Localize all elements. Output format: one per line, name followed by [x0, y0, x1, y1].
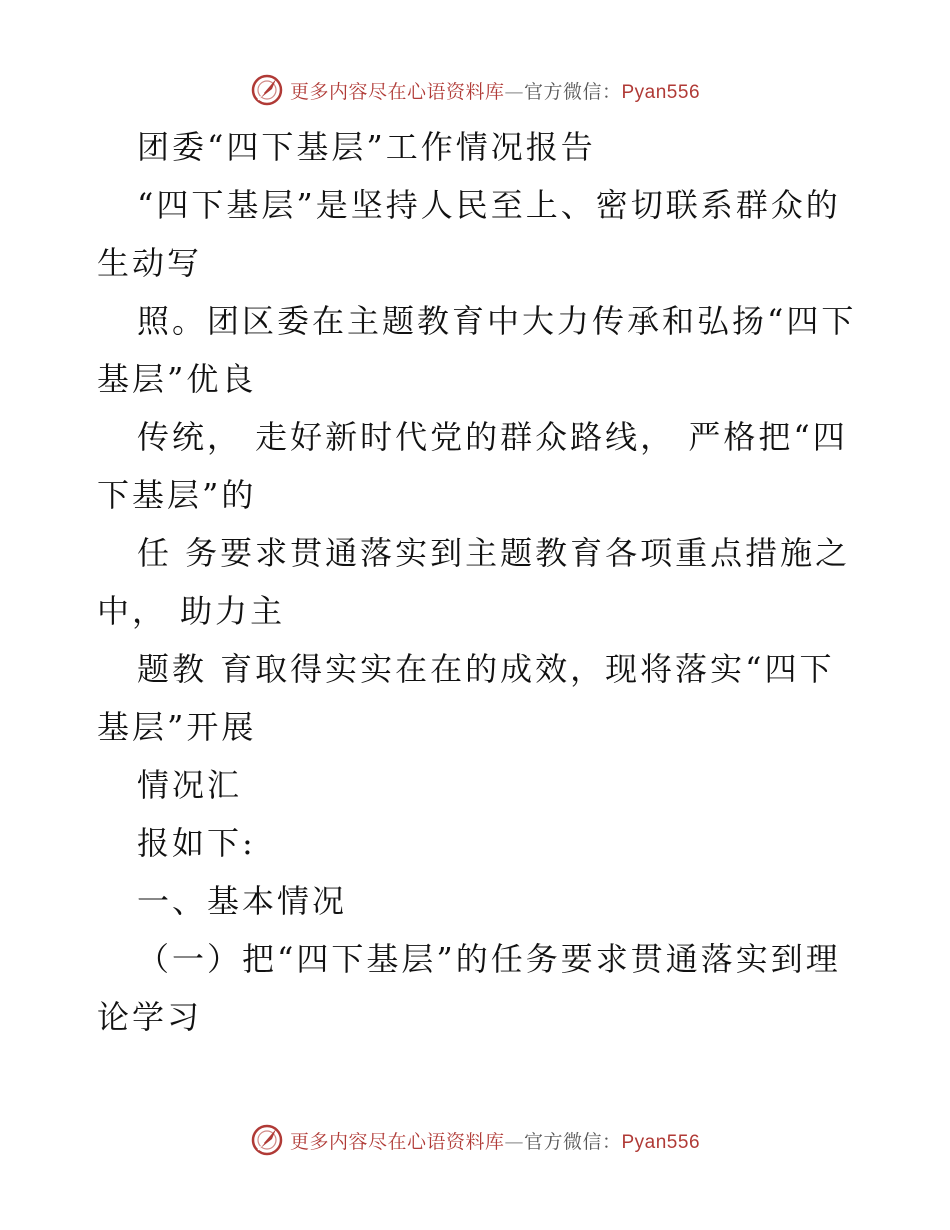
header-watermark-main: 更多内容尽在心语资料库 — [289, 80, 505, 103]
document-line: 照。团区委在主题教育中大力传承和弘扬“四下 — [137, 302, 857, 340]
subsection-heading: （一）把“四下基层”的任务要求贯通落实到理 — [137, 940, 841, 978]
header-watermark-id: Pyan556 — [621, 81, 701, 103]
header-watermark-text — [290, 77, 700, 104]
document-line: 生动写 — [97, 244, 203, 282]
feather-pen-logo-icon — [250, 1123, 284, 1157]
document-line: 报如下: — [137, 824, 256, 862]
section-heading: 一、基本情况 — [137, 882, 348, 920]
document-line: 中， 助力主 — [97, 592, 286, 630]
feather-pen-logo-icon — [250, 73, 284, 107]
footer-watermark-text — [290, 1127, 700, 1154]
document-line: “四下基层”是坚持人民至上、密切联系群众的 — [137, 186, 841, 224]
document-line: 基层”开展 — [97, 708, 257, 746]
footer-watermark-main: 更多内容尽在心语资料库 — [289, 1130, 505, 1153]
footer-watermark-dash: — — [504, 1130, 524, 1153]
footer-watermark-label: 官方微信： — [523, 1130, 622, 1153]
document-line: 题教 育取得实实在在的成效，现将落实“四下 — [137, 650, 835, 688]
document-line: 任 务要求贯通落实到主题教育各项重点措施之 — [137, 534, 851, 572]
document-line: 传统， 走好新时代党的群众路线， 严格把“四 — [137, 418, 848, 456]
document-line: 下基层”的 — [97, 476, 257, 514]
document-title: 团委“四下基层”工作情况报告 — [137, 128, 596, 166]
footer-watermark-id: Pyan556 — [621, 1131, 701, 1153]
document-line: 情况汇 — [137, 766, 243, 804]
document-line: 基层”优良 — [97, 360, 257, 398]
document-body — [97, 118, 857, 1046]
document-line: 论学习 — [97, 998, 203, 1036]
header-watermark-dash: — — [504, 80, 524, 103]
header-watermark-label: 官方微信： — [523, 80, 622, 103]
page-header-watermark — [0, 70, 950, 110]
page-footer-watermark — [0, 1120, 950, 1160]
